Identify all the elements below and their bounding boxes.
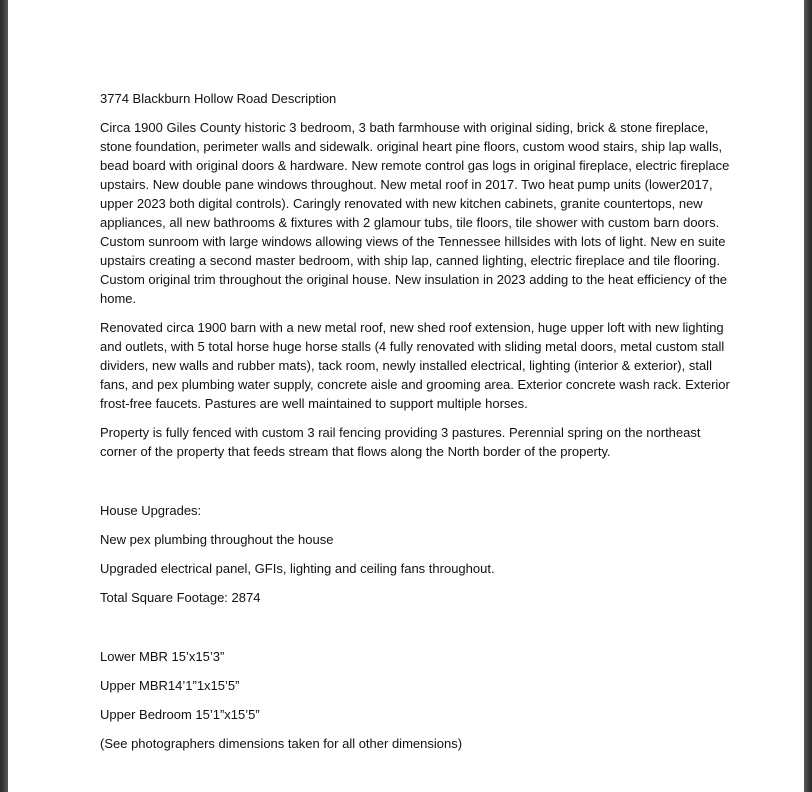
dimension-item: Lower MBR 15’x15’3”	[100, 649, 225, 664]
paragraph-property: Property is fully fenced with custom 3 rail fencing providing 3 pastures. Perennial spring on the northeast corner of the property that feeds stream that flows along the North border of the property.	[100, 425, 701, 459]
paragraph-house: Circa 1900 Giles County historic 3 bedroom, 3 bath farmhouse with original siding, brick & stone fireplace, stone foundation, perimeter walls and sidewalk. original heart pine floors, custom wood stairs, ship lap walls, bead board with original doors & hardware. New remote control gas logs in original fireplace, electric fireplace upstairs. New double pane windows throughout. New metal roof in 2017. Two heat pump units (lower2017, upper 2023 both digital controls). Caringly renovated with new kitchen cabinets, granite countertops, new appliances, all new bathrooms & fixtures with 2 glamour tubs, tile floors, tile shower with custom barn doors. Custom sunroom with large windows allowing views of the Tennessee hillsides with lots of light. New en suite upstairs creating a second master bedroom, with ship lap, canned lighting, electric fireplace and tile flooring. Custom original trim throughout the original house. New insulation in 2023 adding to the heat efficiency of the home.	[100, 120, 730, 306]
upgrade-item: Upgraded electrical panel, GFIs, lighting and ceiling fans throughout.	[100, 561, 495, 576]
dimension-note: (See photographers dimensions taken for all other dimensions)	[100, 736, 463, 751]
dimension-item: Upper Bedroom 15’1”x15’5”	[100, 707, 260, 722]
paragraph-barn: Renovated circa 1900 barn with a new metal roof, new shed roof extension, huge upper loft with new lighting and outlets, with 5 total horse huge horse stalls (4 fully renovated with sliding metal doors, metal custom stall dividers, new walls and rubber mats), tack room, newly installed electrical, lighting (interior & exterior), stall fans, and pex plumbing water supply, concrete aisle and grooming area. Exterior concrete wash rack. Exterior frost-free faucets. Pastures are well maintained to support multiple horses.	[100, 320, 730, 411]
upgrade-item: New pex plumbing throughout the house	[100, 532, 334, 547]
document-page	[8, 0, 804, 792]
spacer	[100, 617, 730, 647]
viewer-right-edge	[804, 0, 812, 792]
document-body	[100, 89, 730, 763]
document-title: 3774 Blackburn Hollow Road Description	[100, 91, 337, 106]
dimension-item: Upper MBR14’1”1x15’5”	[100, 678, 240, 693]
upgrades-heading: House Upgrades:	[100, 503, 202, 518]
viewer-left-edge	[0, 0, 8, 792]
spacer	[100, 471, 730, 501]
square-footage: Total Square Footage: 2874	[100, 590, 261, 605]
